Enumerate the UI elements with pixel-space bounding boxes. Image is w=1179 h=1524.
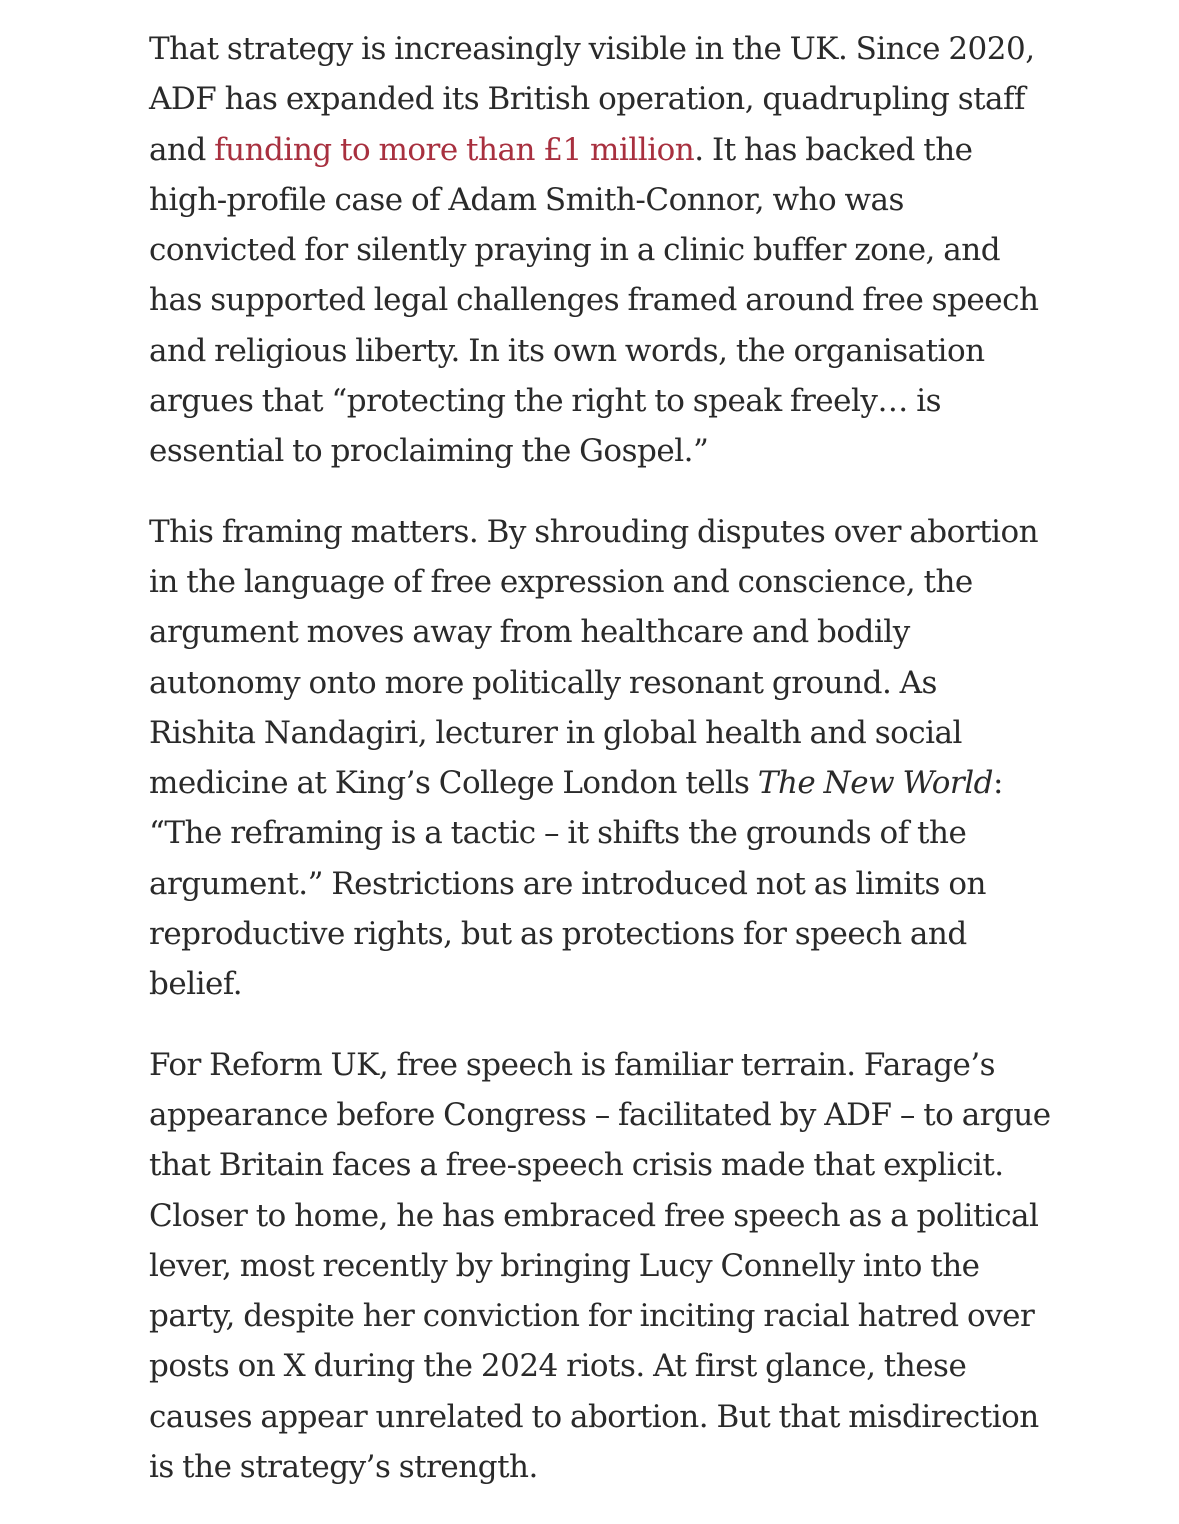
text-line: party, despite her conviction for inciting racial hatred over xyxy=(149,1298,1035,1335)
text-line: belief. xyxy=(149,966,243,1003)
paragraph-2 xyxy=(149,507,1055,1010)
text-line: Rishita Nandagiri, lecturer in global health and social xyxy=(149,714,962,751)
text-line: Closer to home, he has embraced free speech as a political xyxy=(149,1197,1039,1234)
text-line: ADF has expanded its British operation, quadrupling staff xyxy=(149,81,1025,118)
publication-title: The New World xyxy=(757,765,993,802)
text-line: appearance before Congress – facilitated by ADF – to argue xyxy=(149,1096,1051,1133)
paragraph-3 xyxy=(149,1040,1055,1493)
text-line: autonomy onto more politically resonant ground. As xyxy=(149,664,937,701)
text-line: That strategy is increasingly visible in the UK. Since 2020, xyxy=(149,31,1035,67)
text-line: convicted for silently praying in a clinic buffer zone, and xyxy=(149,232,1001,269)
funding-link[interactable]: funding to more than £1 million xyxy=(214,131,695,168)
text-line: argument moves away from healthcare and bodily xyxy=(149,614,910,651)
text-line: that Britain faces a free-speech crisis made that explicit. xyxy=(149,1147,1004,1184)
text-line: This framing matters. By shrouding disputes over abortion xyxy=(149,513,1039,550)
text-line: essential to proclaiming the Gospel.” xyxy=(149,433,709,470)
text-line: argument.” Restrictions are introduced not as limits on xyxy=(149,865,986,902)
text-line: posts on X during the 2024 riots. At first glance, these xyxy=(149,1348,967,1385)
text-line-with-link xyxy=(149,125,1055,175)
text-line: For Reform UK, free speech is familiar terrain. Farage’s xyxy=(149,1046,996,1083)
text-line: is the strategy’s strength. xyxy=(149,1449,538,1486)
text-line: has supported legal challenges framed around free speech xyxy=(149,282,1039,319)
text-line: reproductive rights, but as protections for speech and xyxy=(149,916,967,953)
text-segment: . It has backed the xyxy=(694,131,973,168)
text-line-with-italic xyxy=(149,758,1055,808)
text-segment: and xyxy=(149,131,215,168)
text-line: “The reframing is a tactic – it shifts the grounds of the xyxy=(149,815,967,852)
text-segment: medicine at King’s College London tells xyxy=(149,765,758,802)
text-line: argues that “protecting the right to speak freely… is xyxy=(149,383,942,420)
paragraph-1 xyxy=(149,24,1055,477)
text-line: lever, most recently by bringing Lucy Connelly into the xyxy=(149,1247,980,1284)
text-segment: : xyxy=(992,765,1003,802)
text-line: causes appear unrelated to abortion. But that misdirection xyxy=(149,1398,1039,1435)
article-body xyxy=(149,24,1055,1522)
text-line: high-profile case of Adam Smith-Connor, who was xyxy=(149,181,904,218)
text-line: and religious liberty. In its own words, the organisation xyxy=(149,332,985,369)
text-line: in the language of free expression and conscience, the xyxy=(149,563,973,600)
